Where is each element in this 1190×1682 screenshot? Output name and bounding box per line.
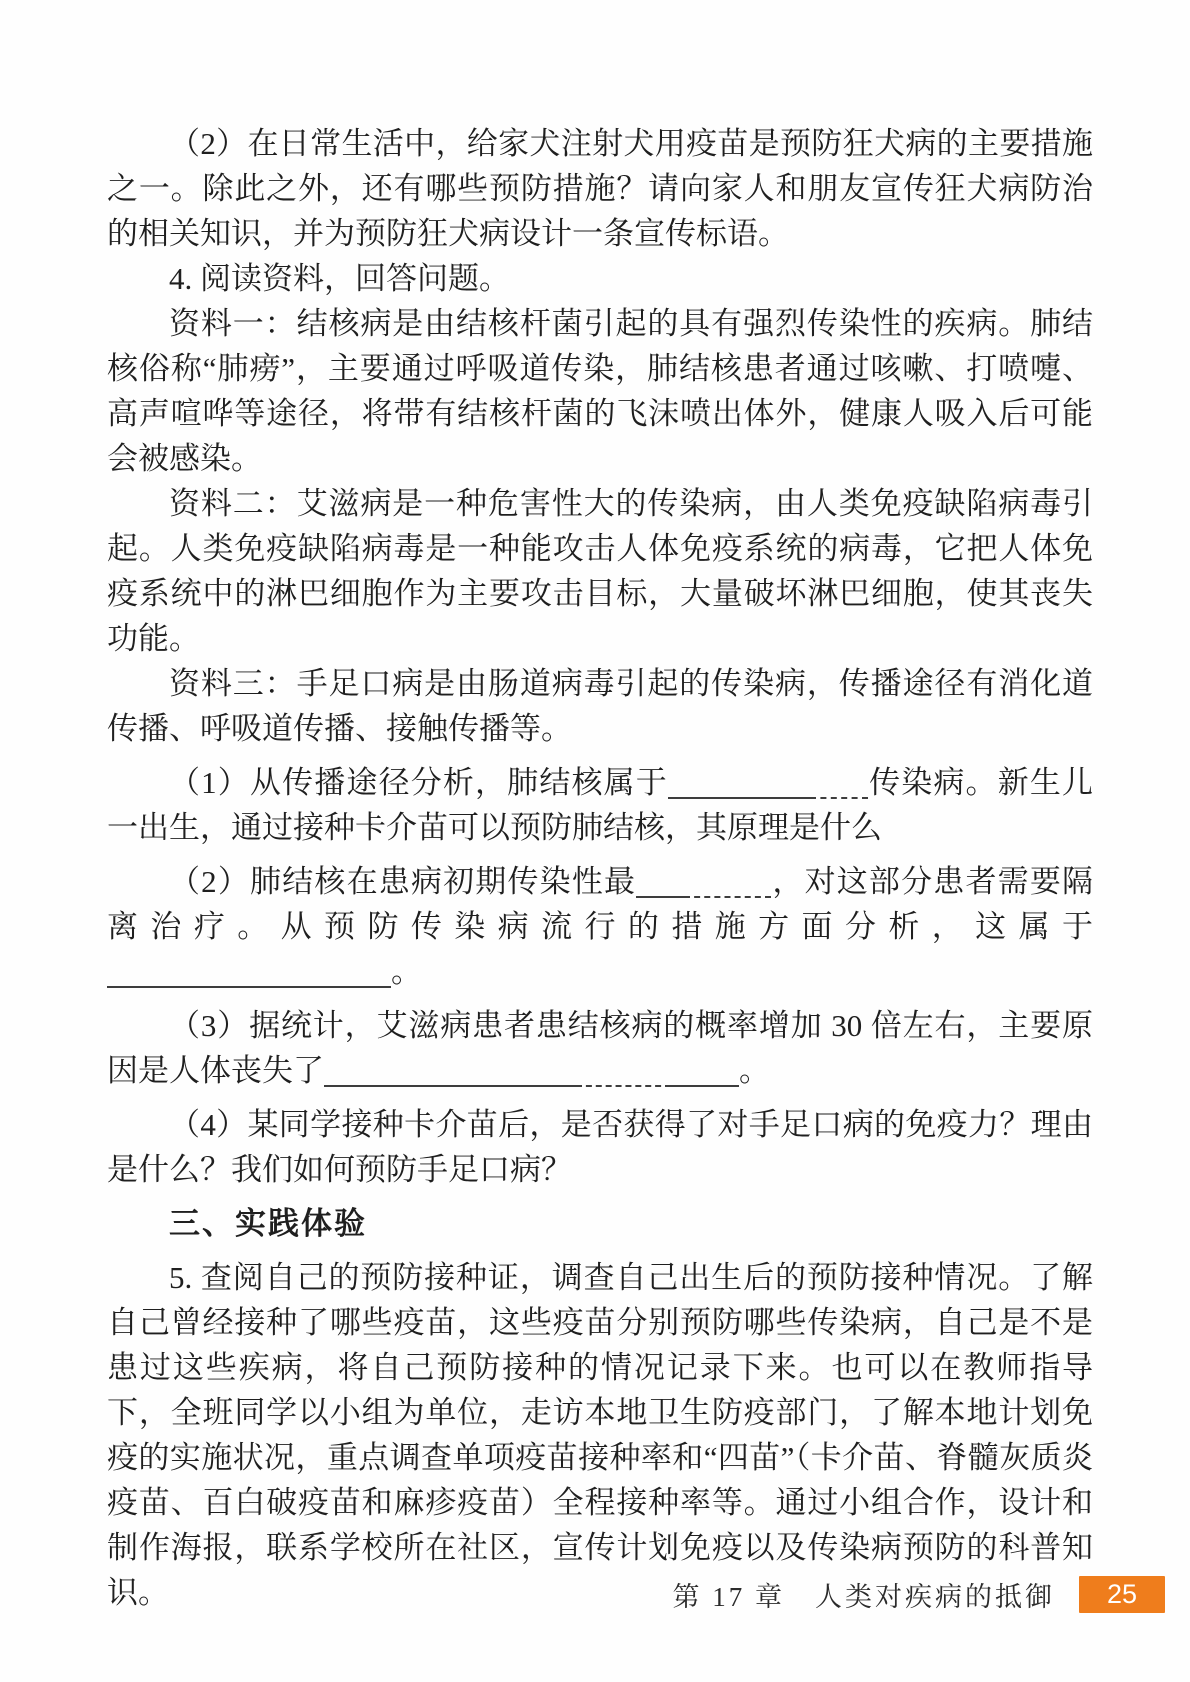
- blank-line: [324, 1068, 576, 1087]
- paragraph-rabies-question-2: （2）在日常生活中，给家犬注射犬用疫苗是预防狂犬病的主要措施之一。除此之外，还有哪些预防措施？请向家人和朋友宣传狂犬病防治的相关知识，并为预防狂犬病设计一条宣传标语。: [107, 126, 1093, 251]
- answer-blank-1: [668, 765, 868, 800]
- answer-blank-2: [636, 864, 771, 899]
- page-footer: [0, 1575, 1190, 1614]
- blank-line: [636, 879, 684, 898]
- question-3-text-post: 。: [739, 1053, 770, 1088]
- page-number-badge: 25: [1079, 1576, 1165, 1613]
- paragraph-exercise-4-intro: 4. 阅读资料，回答问题。: [169, 261, 510, 296]
- question-3: [107, 1003, 1093, 1093]
- page-content: [107, 121, 1093, 1615]
- answer-blank-3: [107, 954, 391, 989]
- question-4: （4）某同学接种卡介苗后，是否获得了对手足口病的免疫力？理由是什么？我们如何预防手足口病？: [107, 1107, 1093, 1187]
- paragraph-material-2-aids: 资料二：艾滋病是一种危害性大的传染病，由人类免疫缺陷病毒引起。人类免疫缺陷病毒是一种能攻击人体免疫系统的病毒，它把人体免疫系统中的淋巴细胞作为主要攻击目标，大量破坏淋巴细胞，使其丧失功能。: [107, 486, 1093, 656]
- blank-line-dashed: [810, 780, 868, 799]
- question-3-text-pre: （3）据统计，艾滋病患者患结核病的概率增加 30 倍左右，主要原因是人体丧失了: [107, 1008, 1093, 1088]
- section-heading-practice: 三、实践体验: [169, 1206, 367, 1241]
- blank-line: [671, 1068, 739, 1087]
- question-2-text-mid: ，对这部分患者需要隔离治疗。从预防传染病流行的措施方面分析，这属于: [107, 864, 1094, 944]
- question-2: [107, 859, 1093, 994]
- paragraph-material-3-hfmd: 资料三：手足口病是由肠道病毒引起的传染病，传播途径有消化道传播、呼吸道传播、接触传播等。: [107, 666, 1093, 746]
- paragraph-practice-activity-5: 5. 查阅自己的预防接种证，调查自己出生后的预防接种情况。了解自己曾经接种了哪些疫苗，这些疫苗分别预防哪些传染病，自己是不是患过这些疾病，将自己预防接种的情况记录下来。也可以在教师指导下，全班同学以小组为单位，走访本地卫生防疫部门，了解本地计划免疫的实施状况，重点调查单项疫苗接种率和“四苗”（卡介苗、脊髓灰质炎疫苗、百白破疫苗和麻疹疫苗）全程接种率等。通过小组合作，设计和制作海报，联系学校所在社区，宣传计划免疫以及传染病预防的科普知识。: [107, 1260, 1093, 1610]
- question-1-text-pre: （1）从传播途径分析，肺结核属于: [169, 765, 668, 800]
- question-1: [107, 760, 1093, 850]
- chapter-title: 第 17 章 人类对疾病的抵御: [672, 1582, 1055, 1612]
- blank-line-dashed: [684, 879, 771, 898]
- question-1-text-post: 传染病。新生儿一出生，通过接种卡介苗可以预防肺结核，其原理是什么: [107, 765, 1094, 845]
- blank-line-dashed: [576, 1068, 671, 1087]
- paragraph-material-1-tuberculosis: 资料一：结核病是由结核杆菌引起的具有强烈传染性的疾病。肺结核俗称“肺痨”，主要通过呼吸道传染，肺结核患者通过咳嗽、打喷嚏、高声喧哗等途径，将带有结核杆菌的飞沫喷出体外，健康人吸入后可能会被感染。: [107, 306, 1093, 476]
- answer-blank-4: [324, 1053, 739, 1088]
- question-2-text-post: 。: [391, 954, 422, 989]
- blank-line: [668, 780, 810, 799]
- question-2-text-pre: （2）肺结核在患病初期传染性最: [169, 864, 637, 899]
- blank-line: [107, 969, 391, 988]
